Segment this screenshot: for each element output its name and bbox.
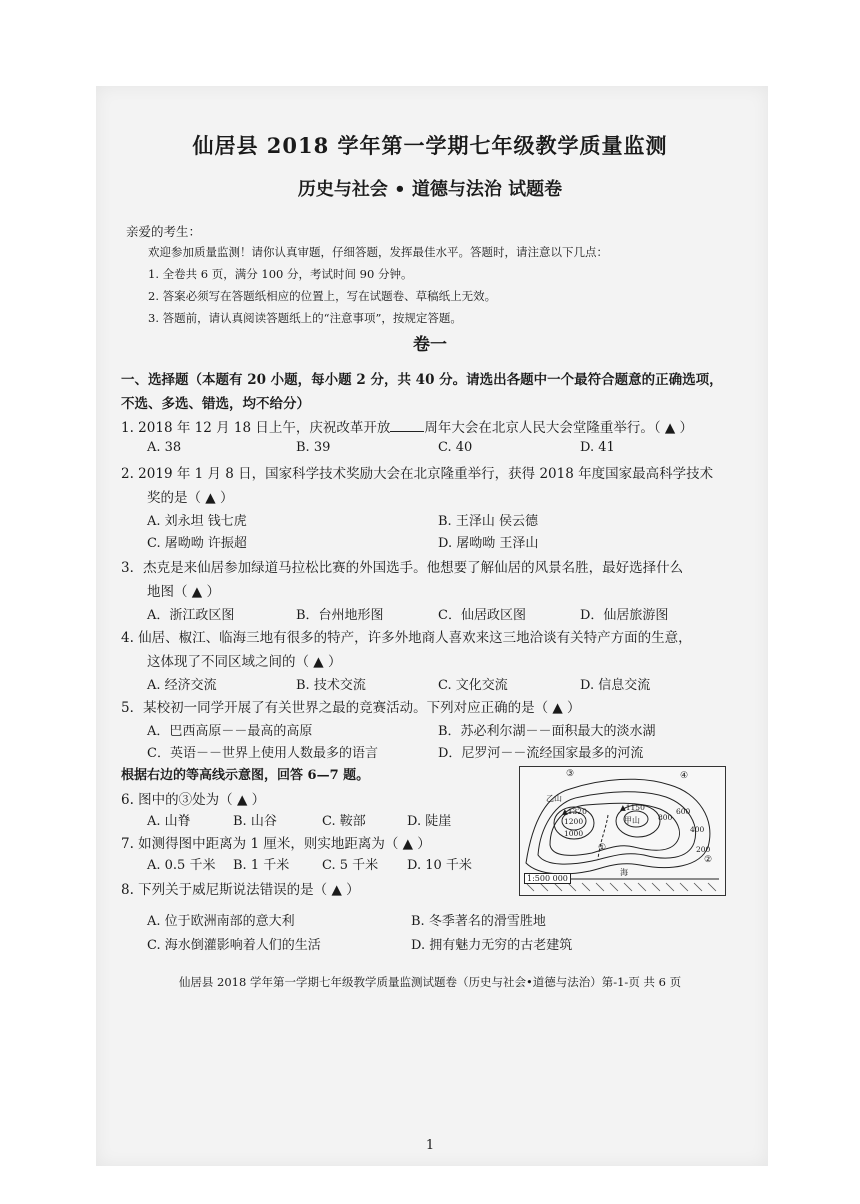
q1-option-a: A. 38 (147, 440, 182, 455)
question-7-stem: 7. 如测得图中距离为 1 厘米，则实地距离为（ ▲ ） (121, 836, 431, 852)
exam-title: 仙居县 2018 学年第一学期七年级教学质量监测 (192, 133, 668, 158)
q4-option-c: C. 文化交流 (438, 678, 508, 693)
question-3-stem: 3．杰克是来仙居参加绿道马拉松比赛的外国选手。他想要了解仙居的风景名胜，最好选择什么 (121, 560, 684, 576)
q8-option-c: C. 海水倒灌影响着人们的生活 (147, 938, 321, 953)
q4-option-d: D. 信息交流 (580, 678, 651, 693)
q7-option-d: D. 10 千米 (407, 858, 472, 873)
q6-option-c: C. 鞍部 (322, 814, 366, 829)
q1-option-b: B. 39 (296, 440, 331, 455)
answer-blank (390, 419, 424, 432)
question-2-stem: 2. 2019 年 1 月 8 日，国家科学技术奖励大会在北京隆重举行，获得 2018 年度国家最高科学技术 (121, 466, 714, 482)
q6-option-b: B. 山谷 (233, 814, 277, 829)
q4-option-a: A. 经济交流 (147, 678, 217, 693)
map-label-200: 200 (696, 845, 711, 854)
contour-map (519, 766, 726, 896)
map-scale: 1:500 000 (524, 873, 571, 884)
map-label-jia-mountain: 甲山 (624, 816, 640, 825)
q6-option-d: D. 陡崖 (407, 814, 452, 829)
question-2-stem-2: 奖的是（ ▲ ） (147, 490, 234, 506)
notice-greeting: 亲爱的考生： (126, 224, 202, 239)
question-4-stem: 4. 仙居、椒江、临海三地有很多的特产，许多外地商人喜欢来这三地洽谈有关特产方面的生意， (121, 630, 692, 646)
question-5-stem: 5．某校初一同学开展了有关世界之最的竞赛活动。下列对应正确的是（ ▲ ） (121, 700, 581, 716)
q3-option-c: C．仙居政区图 (438, 608, 526, 623)
map-label-3: ③ (566, 769, 575, 779)
q5-option-d: D．尼罗河－－流经国家最多的河流 (438, 746, 644, 761)
notice-item-2: 2. 答案必须写在答题纸相应的位置上，写在试题卷、草稿纸上无效。 (148, 289, 497, 303)
q8-option-b: B. 冬季著名的滑雪胜地 (411, 914, 546, 929)
notice-intro: 欢迎参加质量监测！请你认真审题，仔细答题，发挥最佳水平。答题时，请注意以下几点： (148, 245, 608, 259)
notice-item-3: 3. 答题前，请认真阅读答题纸上的“注意事项”，按规定答题。 (148, 311, 462, 325)
q1-option-c: C. 40 (438, 440, 473, 455)
question-1-stem-before: 1. 2018 年 12 月 18 日上午，庆祝改革开放 (121, 420, 391, 436)
map-label-2: ② (704, 855, 713, 865)
question-8-stem: 8. 下列关于威尼斯说法错误的是（ ▲ ） (121, 882, 360, 898)
exam-subtitle: 历史与社会 • 道德与法治 试题卷 (297, 179, 563, 200)
q7-option-c: C. 5 千米 (322, 858, 379, 873)
map-label-400: 400 (690, 825, 705, 834)
q3-option-b: B．台州地形图 (296, 608, 384, 623)
q2-option-b: B. 王泽山 侯云德 (438, 514, 538, 529)
q8-option-d: D. 拥有魅力无穷的古老建筑 (411, 938, 573, 953)
map-label-peak-1320: ▲1320 (562, 807, 587, 816)
notice-item-1: 1. 全卷共 6 页，满分 100 分，考试时间 90 分钟。 (148, 267, 413, 281)
questions-6-7-lead: 根据右边的等高线示意图，回答 6—7 题。 (121, 768, 370, 783)
q2-option-d: D. 屠呦呦 王泽山 (438, 536, 539, 551)
question-4-stem-2: 这体现了不同区域之间的（ ▲ ） (147, 654, 342, 670)
q1-option-d: D. 41 (580, 440, 615, 455)
q5-option-c: C．英语－－世界上使用人数最多的语言 (147, 746, 378, 761)
map-label-1200: 1200 (564, 817, 584, 826)
question-3-stem-2: 地图（ ▲ ） (147, 584, 220, 600)
map-label-sea: 海 (620, 868, 628, 877)
q7-option-a: A. 0.5 千米 (147, 858, 216, 873)
map-label-600: 600 (676, 807, 691, 816)
section-heading: 卷一 (413, 335, 447, 355)
q3-option-d: D．仙居旅游图 (580, 608, 669, 623)
question-1-stem-after: 周年大会在北京人民大会堂隆重举行。（ ▲ ） (424, 420, 694, 436)
question-6-stem: 6. 图中的③处为（ ▲ ） (121, 792, 266, 808)
map-label-yi-mountain: 乙山 (546, 794, 562, 803)
q2-option-c: C. 屠呦呦 许振超 (147, 536, 247, 551)
q6-option-a: A. 山脊 (147, 814, 191, 829)
q7-option-b: B. 1 千米 (233, 858, 290, 873)
page-footer: 仙居县 2018 学年第一学期七年级教学质量监测试题卷（历史与社会•道德与法治）第-1-页 共 6 页 (178, 975, 682, 989)
question-1-stem (121, 416, 693, 436)
q8-option-a: A. 位于欧洲南部的意大利 (147, 914, 295, 929)
map-label-1: ① (598, 843, 607, 853)
map-label-4: ④ (680, 771, 689, 781)
q3-option-a: A．浙江政区图 (147, 608, 235, 623)
map-label-peak-1150: ▲1150 (620, 803, 645, 812)
section-instruction-line2: 不选、多选、错选，均不给分） (121, 396, 310, 412)
q5-option-b: B．苏必利尔湖－－面积最大的淡水湖 (438, 724, 656, 739)
q5-option-a: A．巴西高原－－最高的高原 (147, 724, 313, 739)
q2-option-a: A. 刘永坦 钱七虎 (147, 514, 247, 529)
section-instruction-line1: 一、选择题（本题有 20 小题，每小题 2 分，共 40 分。请选出各题中一个最符合题意的正确选项， (121, 372, 723, 388)
page-number: 1 (425, 1138, 435, 1153)
map-label-1000: 1000 (564, 829, 584, 838)
sea-hatching (526, 883, 716, 891)
q4-option-b: B. 技术交流 (296, 678, 366, 693)
map-label-800: 800 (658, 813, 673, 822)
